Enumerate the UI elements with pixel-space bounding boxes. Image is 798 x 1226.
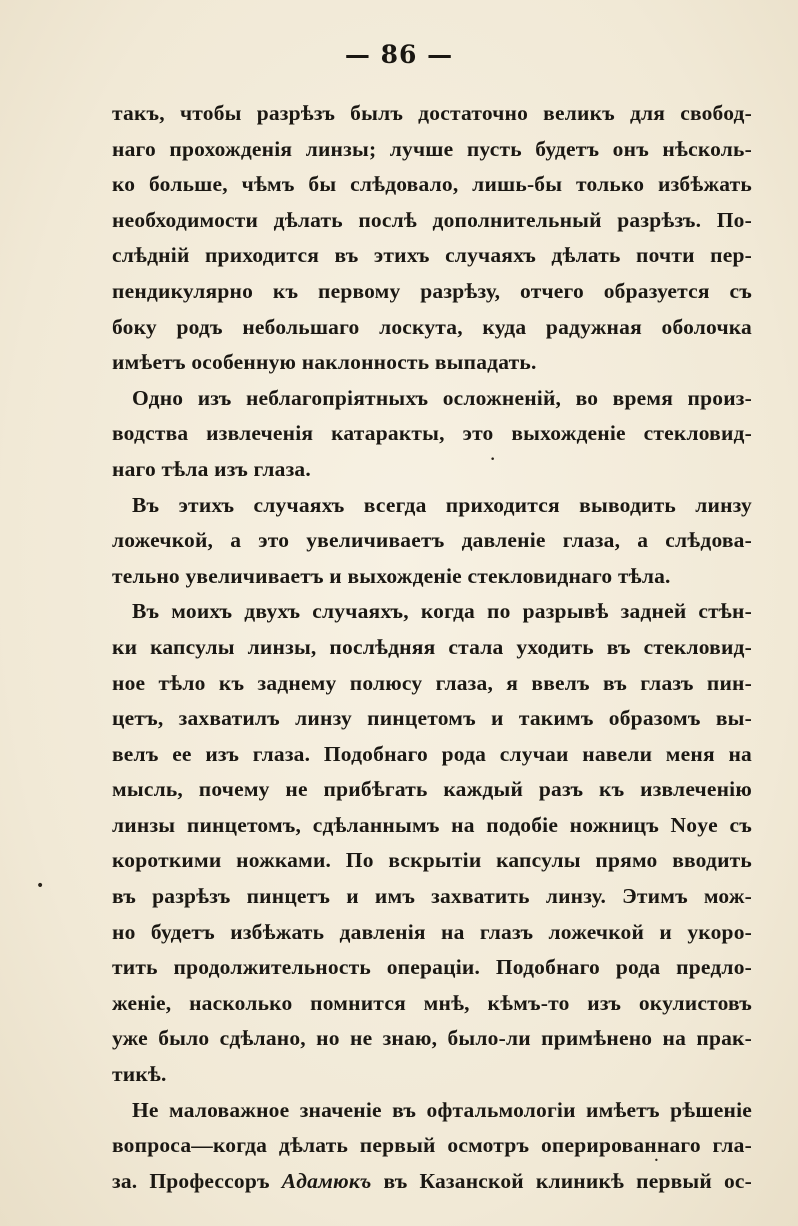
text-line: въ разрѣзъ пинцетъ и имъ захватить линзу. Этимъ мож- bbox=[112, 884, 752, 909]
text-line: за. Профессоръ Адамюкъ въ Казанской клиникѣ первый ос- bbox=[112, 1168, 752, 1193]
text-line: цетъ, захватилъ линзу пинцетомъ и такимъ образомъ вы- bbox=[112, 706, 752, 731]
text-line: ложечкой, а это увеличиваетъ давленіе глаза, а слѣдова- bbox=[112, 528, 752, 553]
text-line: наго тѣла изъ глаза. bbox=[112, 456, 311, 481]
text-line: тить продолжительность операціи. Подобнаго рода предло- bbox=[112, 955, 752, 980]
text-line: слѣдній приходится въ этихъ случаяхъ дѣлать почти пер- bbox=[112, 243, 752, 268]
ink-speck: • bbox=[36, 878, 45, 894]
text-line: Въ этихъ случаяхъ всегда приходится выводить линзу bbox=[132, 492, 752, 517]
ink-speck: • bbox=[490, 455, 496, 465]
text-line: линзы пинцетомъ, сдѣланнымъ на подобіе ножницъ Noye съ bbox=[112, 812, 752, 837]
text-line: ко больше, чѣмъ бы слѣдовало, лишь-бы только избѣжать bbox=[112, 172, 752, 197]
text-line: Не маловажное значеніе въ офтальмологіи имѣетъ рѣшеніе bbox=[132, 1097, 752, 1122]
text-line: имѣетъ особенную наклонность выпадать. bbox=[112, 350, 537, 375]
body-text bbox=[112, 96, 752, 1199]
text-line: но будетъ избѣжать давленія на глазъ ложечкой и укоро- bbox=[112, 919, 752, 944]
text-line: боку родъ небольшаго лоскута, куда радужная оболочка bbox=[112, 314, 752, 339]
text-line: тикѣ. bbox=[112, 1062, 167, 1087]
text-line: пендикулярно къ первому разрѣзу, отчего образуется съ bbox=[112, 278, 752, 303]
italic-name: Адамюкъ bbox=[281, 1168, 372, 1193]
text-line: тельно увеличиваетъ и выхожденіе стекловиднаго тѣла. bbox=[112, 563, 671, 588]
text-line: водства извлеченія катаракты, это выхожденіе стекловид- bbox=[112, 421, 752, 446]
text-line: мысль, почему не прибѣгать каждый разъ къ извлеченію bbox=[112, 777, 752, 802]
text-line: ки капсулы линзы, послѣдняя стала уходить въ стекловид- bbox=[112, 634, 752, 659]
text-line: ное тѣло къ заднему полюсу глаза, я ввелъ въ глазъ пин- bbox=[112, 670, 752, 695]
text-line: короткими ножками. По вскрытіи капсулы прямо вводить bbox=[112, 848, 752, 873]
text-line: Одно изъ неблагопріятныхъ осложненій, во время произ- bbox=[132, 385, 752, 410]
page-number: — 86 — bbox=[344, 40, 454, 69]
text-line: уже было сдѣлано, но не знаю, было-ли примѣнено на прак- bbox=[112, 1026, 752, 1051]
text-line: женіе, насколько помнится мнѣ, кѣмъ-то изъ окулистовъ bbox=[112, 990, 752, 1015]
text-line: необходимости дѣлать послѣ дополнительный разрѣзъ. По- bbox=[112, 207, 752, 232]
text-line: наго прохожденія линзы; лучше пусть будетъ онъ нѣсколь- bbox=[112, 136, 752, 161]
ink-speck: • bbox=[654, 1156, 659, 1165]
text-line: вопроса—когда дѣлать первый осмотръ оперированнаго гла- bbox=[112, 1133, 752, 1158]
text-line: Въ моихъ двухъ случаяхъ, когда по разрывѣ задней стѣн- bbox=[132, 599, 752, 624]
text-line: такъ, чтобы разрѣзъ былъ достаточно великъ для свобод- bbox=[112, 101, 752, 125]
text-line: велъ ее изъ глаза. Подобнаго рода случаи навели меня на bbox=[112, 741, 752, 766]
